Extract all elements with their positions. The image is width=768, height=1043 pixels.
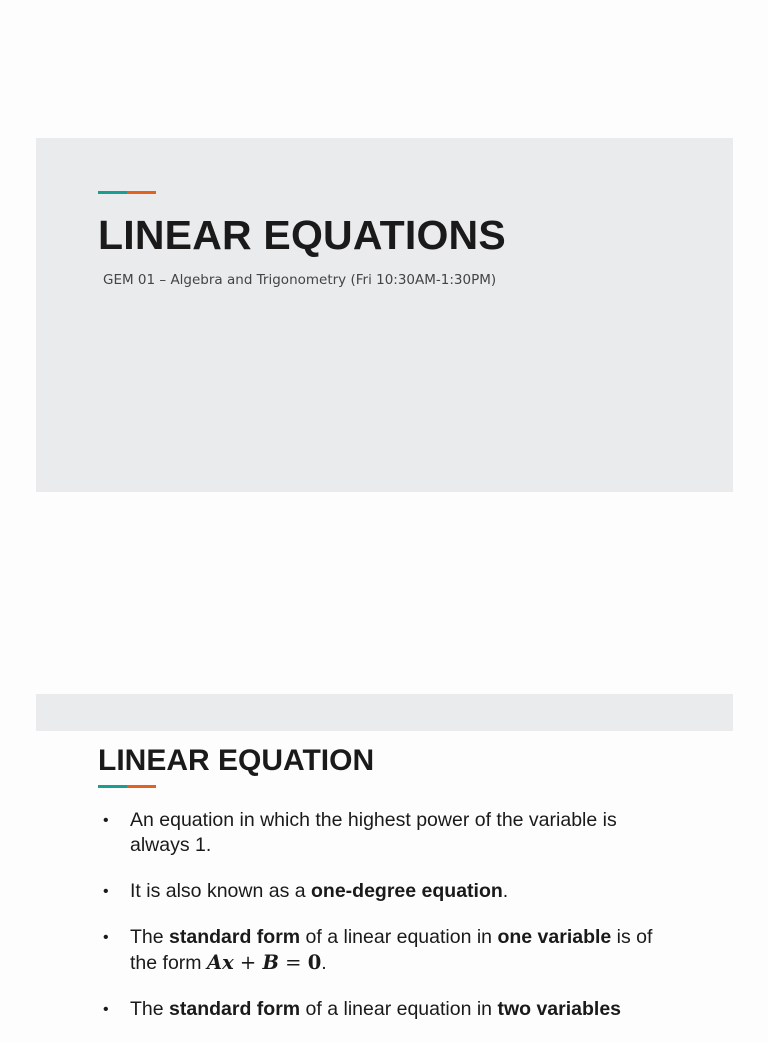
bullet-list [98, 808, 678, 1043]
math-operator: = [278, 951, 308, 974]
math-term: 0 [307, 951, 322, 974]
slide-header-band [36, 694, 733, 731]
math-term: Ax [206, 951, 234, 974]
content-slide-title: LINEAR EQUATION [98, 744, 375, 777]
math-term: B [262, 951, 279, 974]
bullet-item [98, 879, 678, 904]
content-accent-bar [98, 785, 156, 788]
title-slide [36, 138, 733, 492]
title-accent-bar [98, 191, 156, 194]
accent-orange-segment [127, 191, 156, 194]
bullet-bold-text: standard form [169, 998, 301, 1020]
bullet-item [98, 925, 678, 976]
accent-orange-segment [127, 785, 156, 788]
bullet-bold-text: two variables [497, 998, 622, 1020]
accent-teal-segment [98, 191, 127, 194]
bullet-text: of a linear equation in [300, 926, 498, 948]
bullet-text: The [130, 926, 170, 948]
bullet-bold-text: standard form [169, 926, 301, 948]
accent-teal-segment [98, 785, 127, 788]
bullet-text: An equation in which the highest power of the variable is always 1. [130, 809, 617, 856]
bullet-text: of a linear equation in [300, 998, 498, 1020]
bullet-bold-text: one-degree equation [311, 880, 503, 902]
bullet-text: . [321, 952, 327, 974]
bullet-item [98, 997, 678, 1022]
math-operator: + [233, 951, 263, 974]
bullet-text: . [502, 880, 509, 902]
bullet-text: The [130, 998, 170, 1020]
bullet-item [98, 808, 678, 858]
bullet-text: is of the form [130, 926, 653, 974]
content-slide [36, 694, 733, 1024]
slide-subtitle: GEM 01 – Algebra and Trigonometry (Fri 10:30AM-1:30PM) [103, 272, 497, 288]
bullet-bold-text: one variable [497, 926, 612, 948]
bullet-text: It is also known as a [130, 880, 312, 902]
slide-title: LINEAR EQUATIONS [98, 212, 506, 258]
